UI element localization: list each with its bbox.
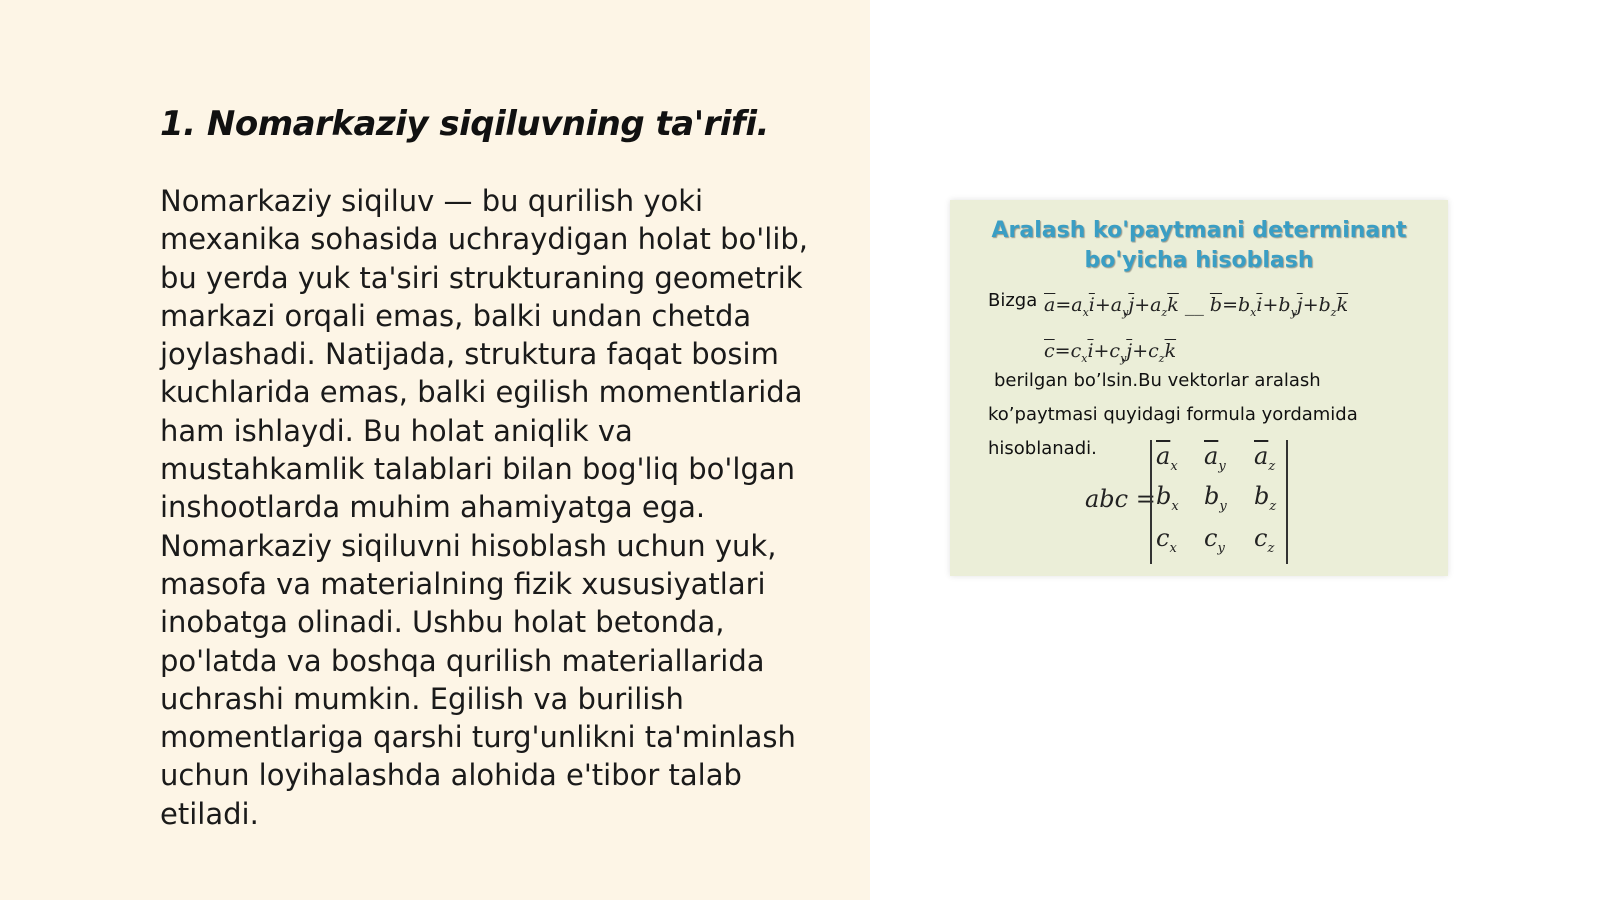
- matrix-cell: $\overline{a}_y$: [1204, 442, 1226, 474]
- slide-body-text: Nomarkaziy siqiluv — bu qurilish yoki mexanika sohasida uchraydigan holat bo'lib, bu yerda yuk ta'siri strukturaning geometrik markazi orqali emas, balki undan chetda joylashadi. Natijada, struktura faqat bosim kuchlarida emas, balki egilish momentlarida ham ishlaydi. Bu holat aniqlik va mustahkamlik talablari bilan bog'liq bo'lgan inshootlarda muhim ahamiyatga ega. Nomarkaziy siqiluvni hisoblash uchun yuk, masofa va materialning fizik xususiyatlari inobatga olinadi. Ushbu holat betonda, po'latda va boshqa qurilish materiallarida uchrashi mumkin. Egilish va burilish momentlariga qarshi turg'unlikni ta'minlash uchun loyihalashda alohida e'tibor talab etiladi.: [160, 184, 808, 831]
- formula-card-title-line2: bo'yicha hisoblash: [1084, 248, 1314, 273]
- bizga-label: Bizga: [988, 290, 1038, 311]
- hisoblanadi-text: hisoblanadi.: [988, 438, 1097, 459]
- vector-a-formula: $\overline{a}=a_x\overline{i}+a_y\overline{j}+a_z\overline{k}$ __ $\overline{b}=b_x\overline{i}+b_y\overline{j}+b_z\overline{k}$: [1044, 294, 1349, 319]
- matrix-cell: $c_x$: [1156, 524, 1177, 556]
- formula-card-title-line1: Aralash ko'paytmani determinant: [991, 218, 1407, 243]
- matrix-cell: $b_y$: [1204, 482, 1227, 514]
- matrix-cell: $c_y$: [1204, 524, 1225, 556]
- matrix-cell: $b_x$: [1156, 482, 1179, 514]
- vector-c-formula: $\overline{c}=c_x\overline{i}+c_y\overline{j}+c_z\overline{k}$: [1044, 340, 1177, 365]
- matrix-cell: $b_z$: [1254, 482, 1277, 514]
- determinant-matrix: [1150, 440, 1288, 564]
- formula-card-title: [950, 216, 1448, 276]
- formula-image: [950, 200, 1448, 576]
- berilgan-text: berilgan bo’lsin.Bu vektorlar aralash: [994, 370, 1321, 391]
- matrix-cell: $\overline{a}_x$: [1156, 442, 1178, 474]
- determinant-lhs: abc =: [1085, 485, 1156, 513]
- matrix-cell: $c_z$: [1254, 524, 1275, 556]
- matrix-cell: $\overline{a}_z$: [1254, 442, 1276, 474]
- slide-title: 1. Nomarkaziy siqiluvning ta'rifi.: [160, 104, 769, 144]
- kopaytmasi-text: ko’paytmasi quyidagi formula yordamida: [988, 404, 1358, 425]
